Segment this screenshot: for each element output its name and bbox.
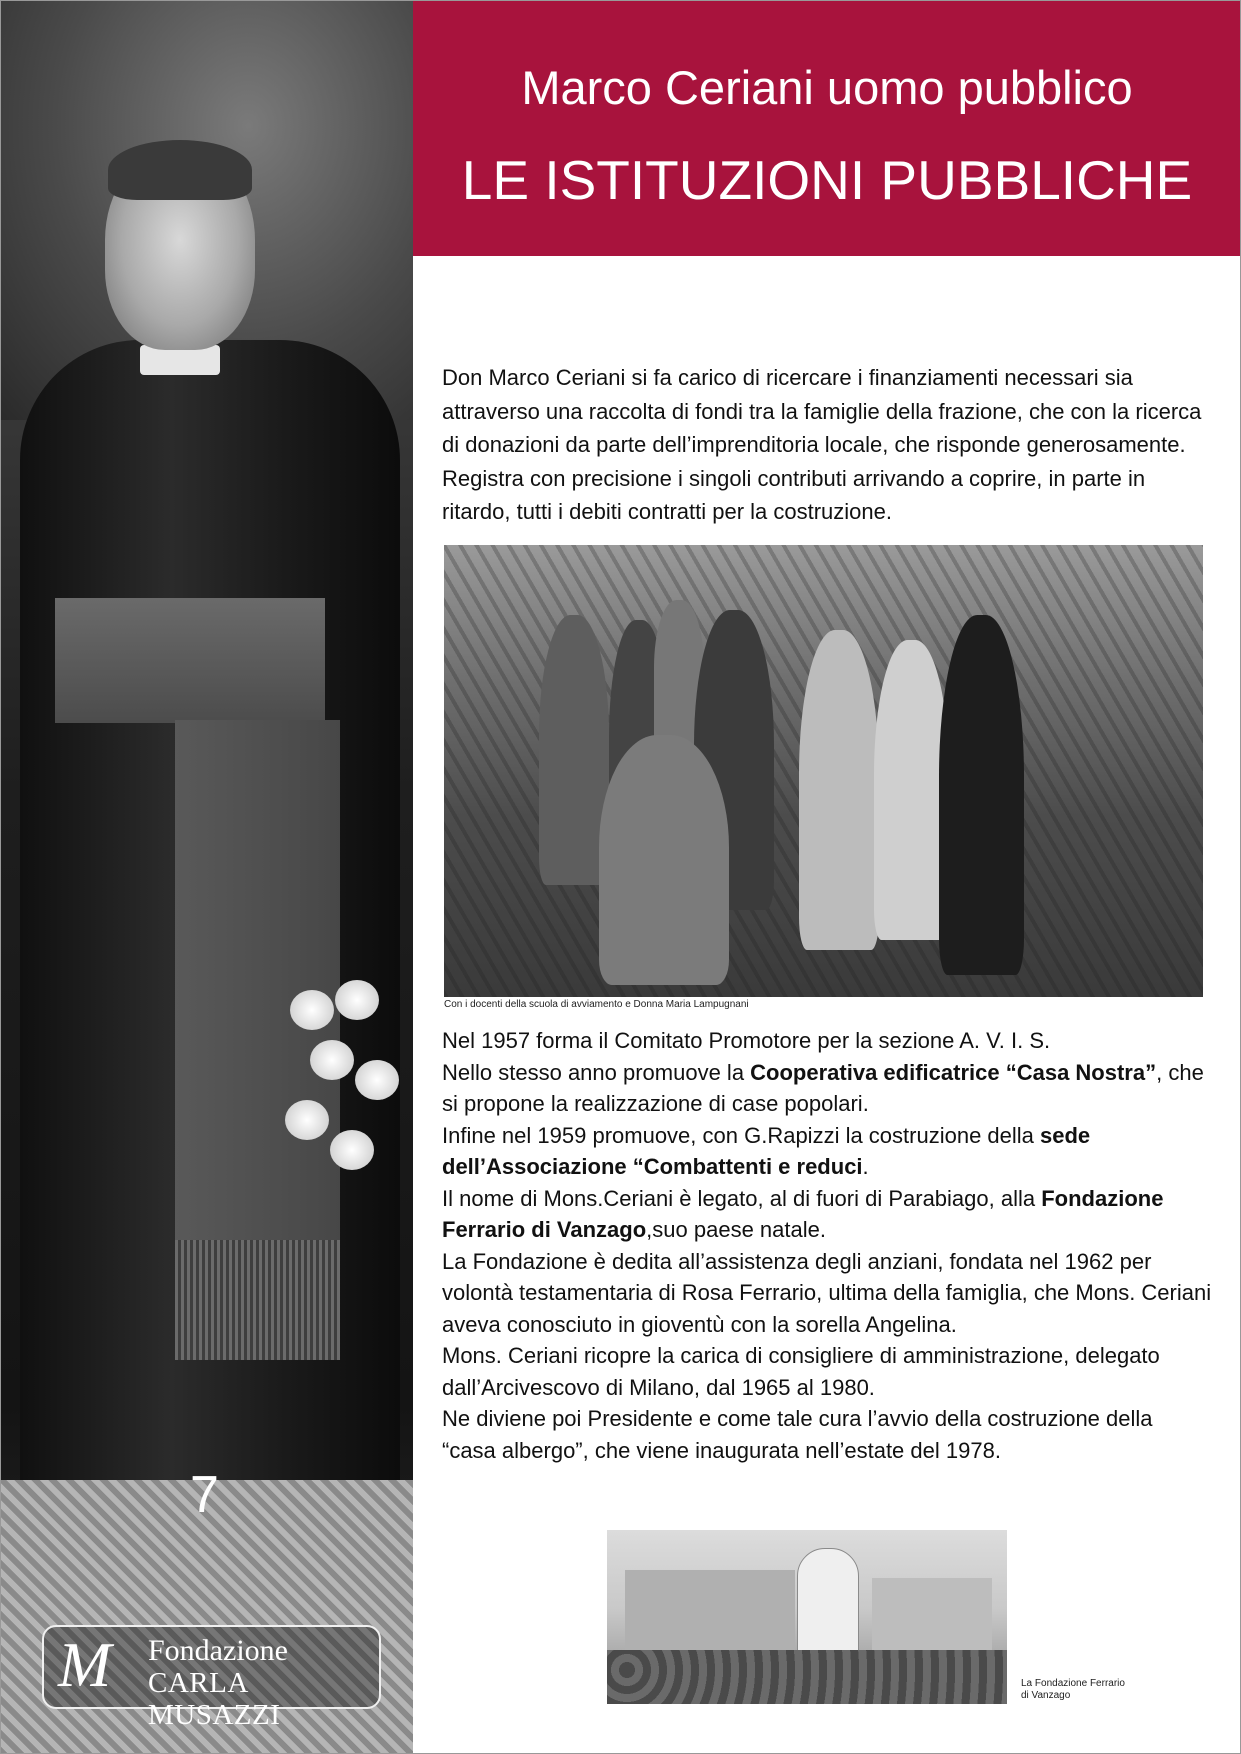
body-paragraph: [442, 1057, 1212, 1120]
fondazione-name: Fondazione Ferrario di Vanzago: [442, 1185, 1164, 1242]
banner-title: LE ISTITUZIONI PUBBLICHE: [461, 149, 1193, 211]
fondazione-logo: [42, 1625, 381, 1731]
building-caption-line-1: La Fondazione Ferrario: [1021, 1678, 1125, 1689]
body-paragraph: [442, 1025, 1212, 1057]
group-photo-caption: Con i docenti della scuola di avviamento e Donna Maria Lampugnani: [444, 999, 749, 1010]
associazione-name: sede dell’Associazione “Combattenti e reduci: [442, 1122, 1091, 1179]
group-photo-person: [599, 735, 729, 985]
portrait-flowers: [280, 980, 410, 1180]
group-photo-person: [874, 640, 949, 940]
building-caption-line-2: di Vanzago: [1021, 1690, 1071, 1701]
portrait-sash: [55, 598, 325, 723]
logo-line-2: CARLA MUSAZZI: [148, 1667, 281, 1731]
intro-paragraph: Don Marco Ceriani si fa carico di ricercare i finanziamenti necessari sia attraverso una raccolta di fondi tra la famiglie della frazione, che con la ricerca di donazioni da parte dell’imprenditoria locale, che risponde generosamente. Registra con precisione i singoli contributi arrivando a coprire, in parte in ritardo, tutti i debiti contratti per la costruzione.: [442, 365, 1202, 524]
body-paragraph-text: .: [862, 1154, 869, 1179]
body-paragraph-text: Nello stesso anno promuove la: [442, 1059, 751, 1085]
building-photo-caption: [1021, 1678, 1181, 1702]
body-paragraph-text: Infine nel 1959 promuove, con G.Rapizzi la costruzione della: [442, 1122, 1041, 1148]
body-paragraph-text: Il nome di Mons.Ceriani è legato, al di fuori di Parabiago, alla: [442, 1185, 1042, 1211]
logo-line-1: Fondazione: [148, 1634, 288, 1667]
building-photo: [607, 1530, 1007, 1704]
body-paragraph: [442, 1120, 1212, 1183]
body-paragraph: [442, 1340, 1212, 1403]
group-photo: [444, 545, 1203, 997]
body-paragraph-text: Mons. Ceriani ricopre la carica di consigliere di amministrazione, delegato dall’Arcivescovo di Milano, dal 1965 al 1980.: [442, 1343, 1160, 1400]
body-paragraph-text: ,suo paese natale.: [646, 1217, 826, 1242]
body-text: [442, 1025, 1212, 1466]
body-paragraph: [442, 1183, 1212, 1246]
building-trees: [607, 1650, 1007, 1704]
body-paragraph-text: , che si propone la realizzazione di case popolari.: [442, 1059, 1204, 1116]
body-paragraph-text: Ne diviene poi Presidente e come tale cura l’avvio della costruzione della “casa albergo”, che viene inaugurata nell’estate del 1978.: [442, 1406, 1153, 1463]
page-number: 7: [190, 1466, 219, 1524]
cooperativa-name: Cooperativa edificatrice “Casa Nostra”: [750, 1059, 1157, 1085]
body-paragraph: [442, 1246, 1212, 1341]
body-paragraph-text: La Fondazione è dedita all’assistenza degli anziani, fondata nel 1962 per volontà testamentaria di Rosa Ferrario, ultima della famiglia, che Mons. Ceriani aveva conosciuto in gioventù con la sorella Angelina.: [442, 1248, 1212, 1337]
logo-monogram: M: [58, 1629, 112, 1700]
portrait-hair: [108, 140, 252, 200]
title-banner: [413, 0, 1241, 256]
portrait-sash-fringe: [175, 1240, 340, 1360]
body-paragraph: [442, 1403, 1212, 1466]
group-photo-person: [939, 615, 1024, 975]
body-paragraph-text: Nel 1957 forma il Comitato Promotore per la sezione A. V. I. S.: [442, 1028, 1051, 1053]
group-photo-person: [799, 630, 879, 950]
banner-subtitle: Marco Ceriani uomo pubblico: [521, 61, 1133, 114]
